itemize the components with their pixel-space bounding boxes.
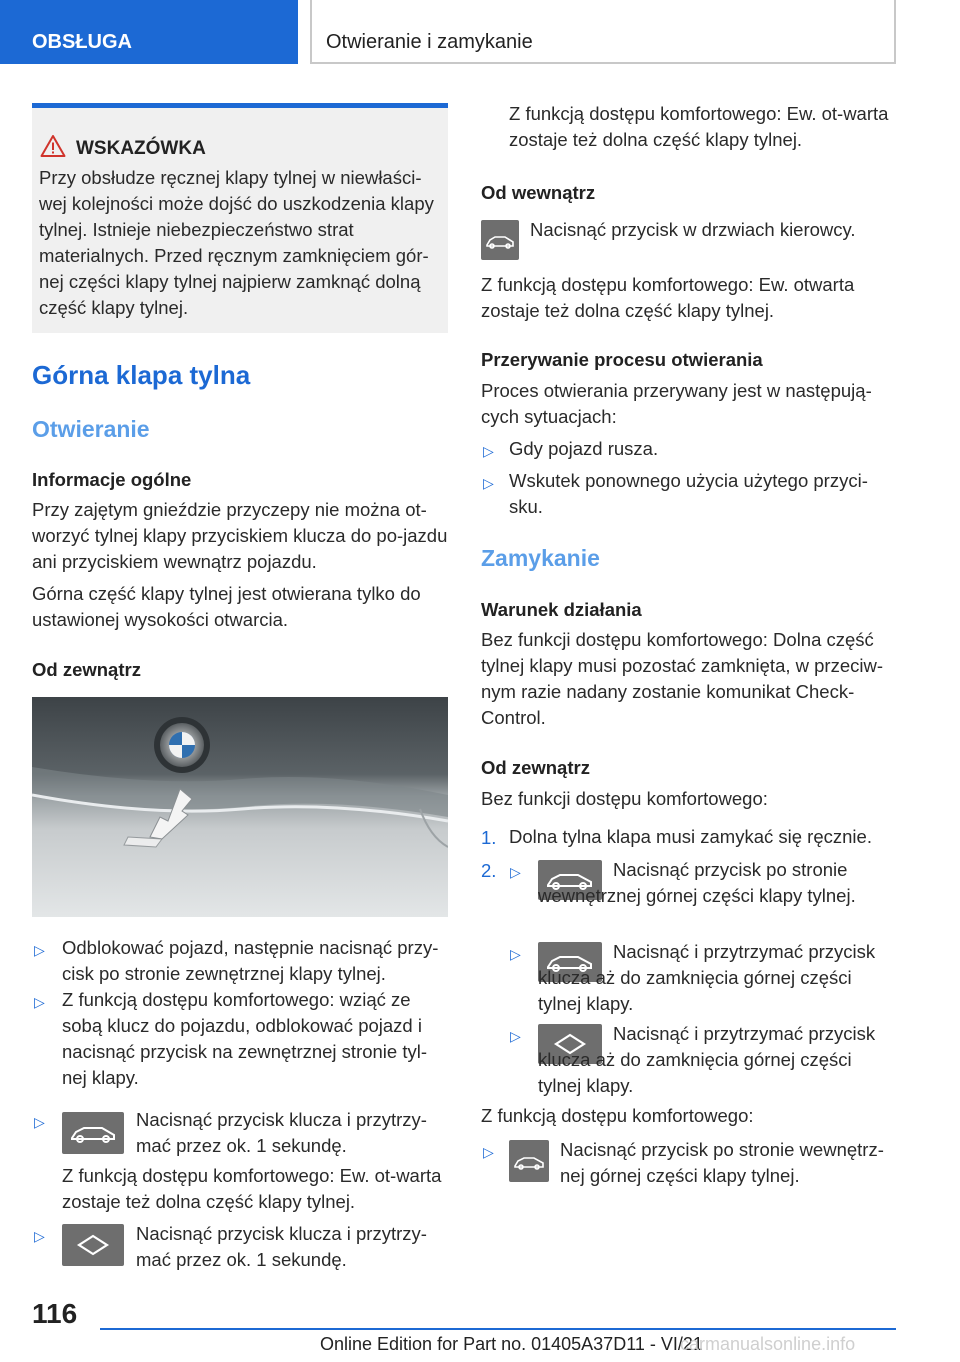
left-bullet-2: Z funkcją dostępu komfortowego: wziąć ze sobą klucz do pojazdu, odblokować pojazd i nacisnąć przycisk na zewnętrznej stronie tyl-nej klapy. — [62, 989, 428, 1088]
left-bullet-4: Nacisnąć przycisk klucza i przytrzy-mać przez ok. 1 sekundę. — [136, 1223, 427, 1270]
warning-title: WSKAZÓWKA — [76, 138, 206, 159]
car-tailgate-button-icon — [509, 1140, 549, 1182]
step-2a: Nacisnąć przycisk po stronie wewnętrznej górnej części klapy tylnej. — [538, 859, 856, 906]
right-comfort-note: Z funkcją dostępu komfortowego: Ew. ot-warta zostaje też dolna część klapy tylnej. — [509, 103, 889, 150]
bullet-icon: ▷ — [483, 443, 494, 459]
info-heading: Informacje ogólne — [32, 469, 192, 490]
interrupt-text: Proces otwierania przerywany jest w następują-cych sytuacjach: — [481, 380, 872, 427]
car-tailgate-button-icon — [62, 1112, 124, 1154]
bullet-icon: ▷ — [483, 475, 494, 491]
watermark: carmanualsonline.info — [680, 1334, 856, 1354]
footer-edition: Online Edition for Part no. 01405A37D11 - VI/21 — [320, 1334, 703, 1354]
step-1: Dolna tylna klapa musi zamykać się ręcznie. — [509, 826, 872, 847]
comfort-bullet-1: Nacisnąć przycisk po stronie wewnętrz-nej górnej części klapy tylnej. — [560, 1139, 884, 1186]
section-title: Górna klapa tylna — [32, 360, 251, 390]
header-section-label: OBSŁUGA — [32, 31, 132, 53]
header-section-tab — [0, 0, 298, 64]
header-chapter-tab — [310, 0, 896, 64]
bullet-icon: ▷ — [483, 1144, 494, 1160]
car-tailgate-button-icon — [481, 220, 519, 260]
comfort-heading: Z funkcją dostępu komfortowego: — [481, 1105, 754, 1126]
bullet-icon: ▷ — [34, 1114, 45, 1130]
outside-heading-left: Od zewnątrz — [32, 659, 141, 680]
warning-box — [32, 103, 448, 333]
header-chapter-label: Otwieranie i zamykanie — [326, 31, 533, 53]
footer-divider — [100, 1328, 896, 1330]
tailgate-button-photo — [32, 697, 448, 917]
interrupt-heading: Przerywanie procesu otwierania — [481, 349, 763, 370]
step-2c: Nacisnąć i przytrzymać przycisk klucza aż do zamknięcia górnej części tylnej klapy. — [538, 1023, 876, 1096]
subsection-opening: Otwieranie — [32, 416, 150, 442]
condition-text: Bez funkcji dostępu komfortowego: Dolna część tylnej klapy musi pozostać zamknięta, w przeciw-nym razie nadany zostanie komunikat Check-Control. — [481, 629, 884, 728]
subsection-closing: Zamykanie — [481, 545, 600, 571]
left-comfort-note: Z funkcją dostępu komfortowego: Ew. ot-warta zostaje też dolna część klapy tylnej. — [62, 1165, 442, 1212]
warning-triangle-icon — [40, 134, 66, 158]
condition-heading: Warunek działania — [481, 599, 642, 620]
info-paragraph-1: Przy zajętym gnieździe przyczepy nie można ot-worzyć tylnej klapy przyciskiem klucza do po-jazdu ani przyciskiem wewnątrz pojazdu. — [32, 499, 448, 572]
left-bullet-1: Odblokować pojazd, następnie nacisnąć przy-cisk po stronie zewnętrznej klapy tylnej. — [62, 937, 439, 984]
info-paragraph-2: Górna część klapy tylnej jest otwierana tylko do ustawionej wysokości otwarcia. — [32, 583, 421, 630]
diamond-button-icon — [62, 1224, 124, 1266]
warning-text: Przy obsłudze ręcznej klapy tylnej w niewłaści-wej kolejności może dojść do uszkodzenia klapy tylnej. Istnieje niebezpieczeństwo strat materialnych. Przed ręcznym zamknięciem gór-nej części klapy tylnej najpierw zamknąć dolną część klapy tylnej. — [39, 167, 434, 318]
interrupt-bullet-2: Wskutek ponownego użycia użytego przyci-sku. — [509, 470, 868, 517]
bullet-icon: ▷ — [510, 864, 521, 880]
bullet-icon: ▷ — [34, 942, 45, 958]
bullet-icon: ▷ — [510, 946, 521, 962]
bullet-icon: ▷ — [34, 994, 45, 1010]
bullet-icon: ▷ — [34, 1228, 45, 1244]
outside-text-right: Bez funkcji dostępu komfortowego: — [481, 788, 768, 809]
page-number: 116 — [32, 1298, 78, 1329]
step-number: 2. — [481, 860, 497, 881]
outside-heading-right: Od zewnątrz — [481, 757, 590, 778]
step-number: 1. — [481, 827, 497, 848]
left-bullet-3: Nacisnąć przycisk klucza i przytrzy-mać przez ok. 1 sekundę. — [136, 1109, 427, 1156]
inside-heading: Od wewnątrz — [481, 182, 596, 203]
inside-text: Nacisnąć przycisk w drzwiach kierowcy. — [530, 219, 856, 240]
interrupt-bullet-1: Gdy pojazd rusza. — [509, 438, 659, 459]
step-2b: Nacisnąć i przytrzymać przycisk klucza aż do zamknięcia górnej części tylnej klapy. — [538, 941, 876, 1014]
inside-note: Z funkcją dostępu komfortowego: Ew. otwarta zostaje też dolna część klapy tylnej. — [481, 274, 855, 321]
bullet-icon: ▷ — [510, 1028, 521, 1044]
